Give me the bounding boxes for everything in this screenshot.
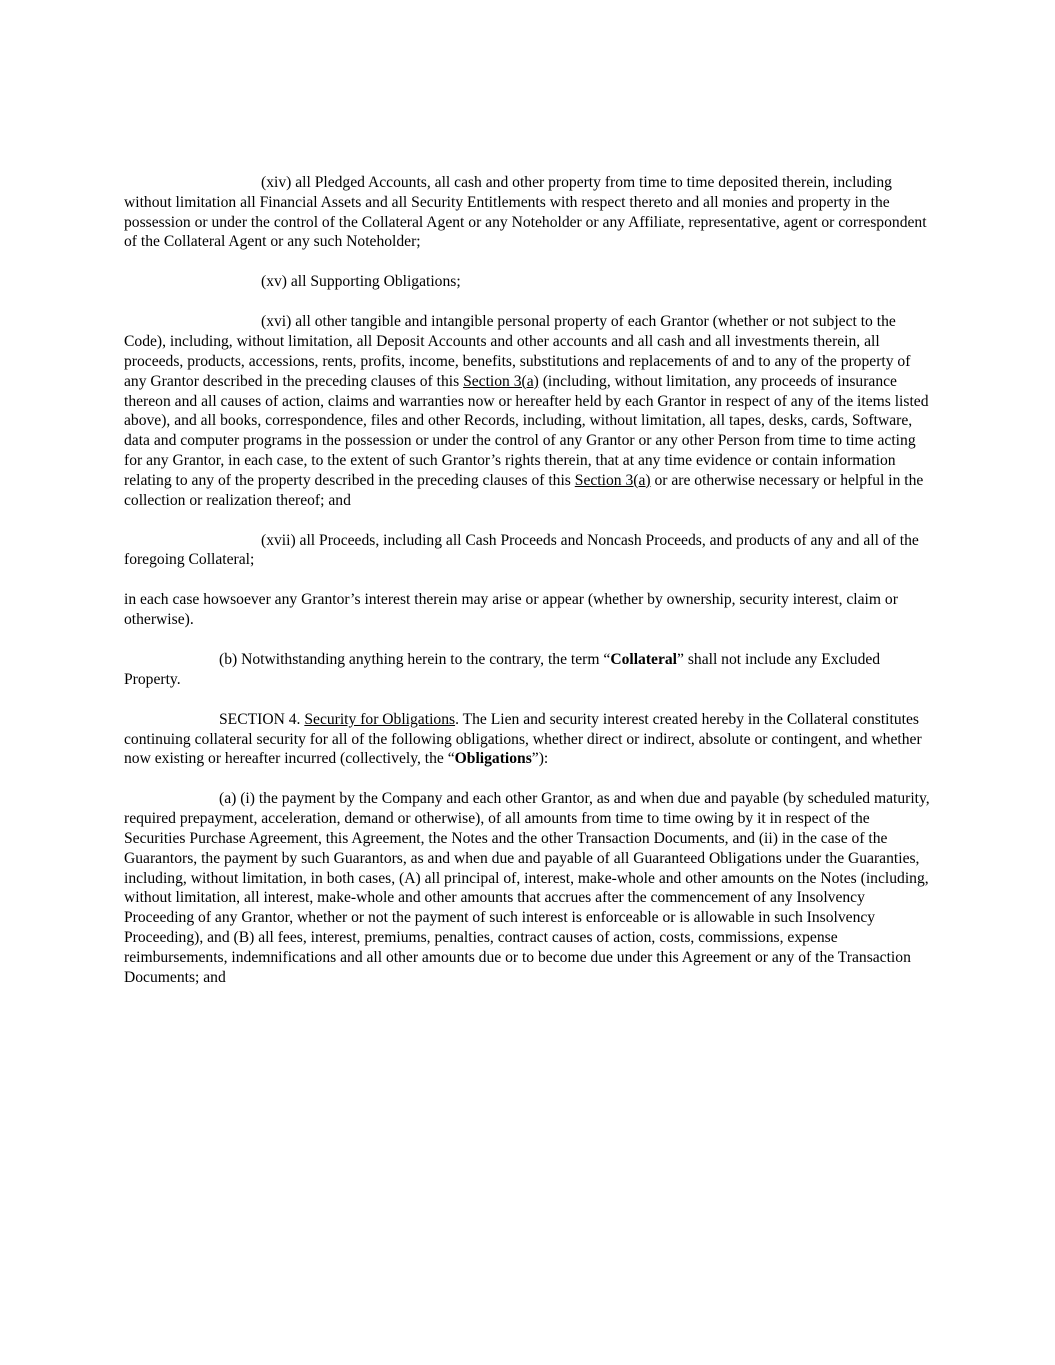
clause-xvi-text-3: or are otherwise necessary or helpful in the collection or realization thereof; and [124,471,924,509]
clause-xv: (xv) all Supporting Obligations; [261,273,461,291]
clause-b [124,650,930,690]
section-4-text-1: . The Lien and security interest created hereby in the Collateral constitutes continuing collateral security for all of the following obligations, whether direct or indirect, absolute or contingent, and whether now existing or hereafter incurred (collectively, the “ [124,710,922,768]
defined-term-collateral: Collateral [610,651,678,669]
section-3a-reference: Section 3(a) [463,372,539,390]
section-4-number: SECTION 4. [219,710,305,728]
clause-a: (a) (i) the payment by the Company and each other Grantor, as and when due and payable (by scheduled maturity, required prepayment, acceleration, demand or otherwise), of all amounts from time to time owing by it in respect of the Securities Purchase Agreement, this Agreement, the Notes and the other Transaction Documents, and (ii) in the case of the Guarantors, the payment by such Guarantors, as and when due and payable of all Guaranteed Obligations under the Guaranties, including, without limitation, in both cases, (A) all principal of, interest, make-whole and other amounts on the Notes (including, without limitation, all interest, make-whole and other amounts that accrues after the commencement of any Insolvency Proceeding of any Grantor, whether or not the payment of such interest is enforceable or is allowable in such Insolvency Proceeding), and (B) all fees, interest, premiums, penalties, contract causes of action, costs, commissions, expense reimbursements, indemnifications and all other amounts due or to become due under this Agreement or any of the Transaction Documents; and [124,790,930,986]
section-4-heading: Security for Obligations [304,710,456,728]
section-4-text-2: ”): [531,750,549,768]
document-page [124,173,930,1008]
defined-term-obligations: Obligations [454,750,532,768]
section-4-paragraph [124,710,930,769]
clause-b-text-2: ” shall not include any Excluded Property. [124,651,881,688]
section-3a-reference: Section 3(a) [574,471,651,489]
clause-xvii: (xvii) all Proceeds, including all Cash Proceeds and Noncash Proceeds, and products of any and all of the foregoing Collateral; [124,531,919,569]
clause-b-text-1: (b) Notwithstanding anything herein to the contrary, the term “ [219,651,611,669]
clause-xvi-text-2: (including, without limitation, any proceeds of insurance thereon and all causes of action, claims and warranties now or hereafter held by each Grantor in respect of any of the items listed above), and all books, correspondence, files and other Records, including, without limitation, all tapes, desks, cards, Software, data and computer programs in the possession or under the control of any Grantor or any other Person from time to time acting for any Grantor, in each case, to the extent of such Grantor’s rights therein, that at any time evidence or contain information relating to any of the property described in the preceding clauses of this [124,372,929,489]
clause-xvi-text-1: (xvi) all other tangible and intangible personal property of each Grantor (whether or not subject to the Code), including, without limitation, all Deposit Accounts and other accounts and all cash and all investments therein, all proceeds, products, accessions, rents, profits, income, benefits, substitutions and replacements of and to any of the property of any Grantor described in the preceding clauses of this [124,313,911,390]
in-each-case-paragraph: in each case howsoever any Grantor’s interest therein may arise or appear (whether by ownership, security interest, claim or otherwise). [124,591,898,629]
clause-xvi [124,312,930,510]
clause-xiv: (xiv) all Pledged Accounts, all cash and other property from time to time deposited therein, including without limitation all Financial Assets and all Security Entitlements with respect thereto and all monies and property in the possession or under the control of the Collateral Agent or any Noteholder or any Affiliate, representative, agent or correspondent of the Collateral Agent or any such Noteholder; [124,174,927,251]
